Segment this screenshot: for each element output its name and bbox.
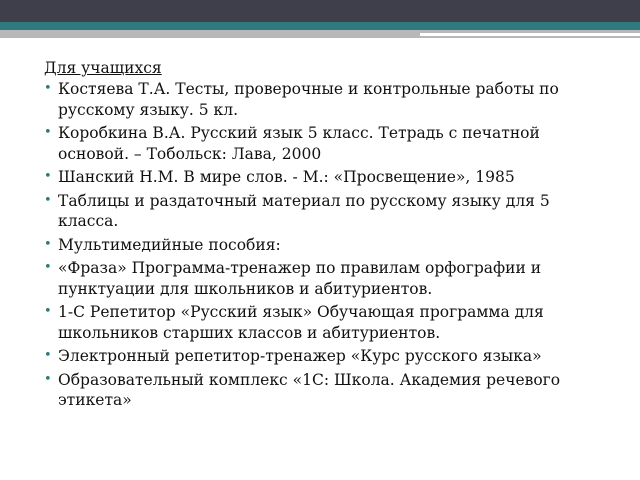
bullet-icon: • <box>44 192 52 208</box>
bullet-icon: • <box>44 81 52 96</box>
list-item <box>44 235 614 256</box>
slide-content <box>44 58 614 414</box>
bullet-icon: • <box>44 260 52 275</box>
list-item <box>44 370 614 411</box>
bullet-icon: • <box>44 371 52 387</box>
section-heading: Для учащихся <box>44 59 162 77</box>
list-item-text: Шанский Н.М. В мире слов. - М.: «Просвещение», 1985 <box>58 168 515 186</box>
bullet-icon: • <box>44 348 52 363</box>
header-dark-band <box>0 0 640 22</box>
header-accent-band <box>0 22 640 30</box>
list-item-text: Коробкина В.А. Русский язык 5 класс. Тетрадь с печатной основой. – Тобольск: Лава, 2000 <box>58 124 540 163</box>
bullet-icon: • <box>44 169 52 184</box>
list-item-text: «Фраза» Программа-тренажер по правилам орфографии и пунктуации для школьников и абитуриентов. <box>58 259 542 298</box>
bullet-icon: • <box>44 125 52 140</box>
list-item-text: Таблицы и раздаточный материал по русскому языку для 5 класса. <box>58 191 550 230</box>
list-item <box>44 123 614 164</box>
list-item-text: Образовательный комплекс «1С: Школа. Академия речевого этикета» <box>58 370 561 409</box>
list-item-text: 1-С Репетитор «Русский язык» Обучающая программа для школьников старших классов и абитуриентов. <box>58 303 544 342</box>
list-item <box>44 346 614 367</box>
bullet-icon: • <box>44 304 52 319</box>
list-item <box>44 79 614 120</box>
list-item <box>44 167 614 188</box>
header-highlight-line <box>420 33 640 36</box>
bullet-icon: • <box>44 236 52 252</box>
list-item <box>44 302 614 343</box>
list-item-text: Электронный репетитор-тренажер «Курс русского языка» <box>58 347 542 365</box>
list-item-text: Костяева Т.А. Тесты, проверочные и контрольные работы по русскому языку. 5 кл. <box>58 80 559 119</box>
list-item-text: Мультимедийные пособия: <box>58 235 281 254</box>
resource-list <box>44 79 614 411</box>
list-item <box>44 191 614 232</box>
list-item <box>44 258 614 299</box>
